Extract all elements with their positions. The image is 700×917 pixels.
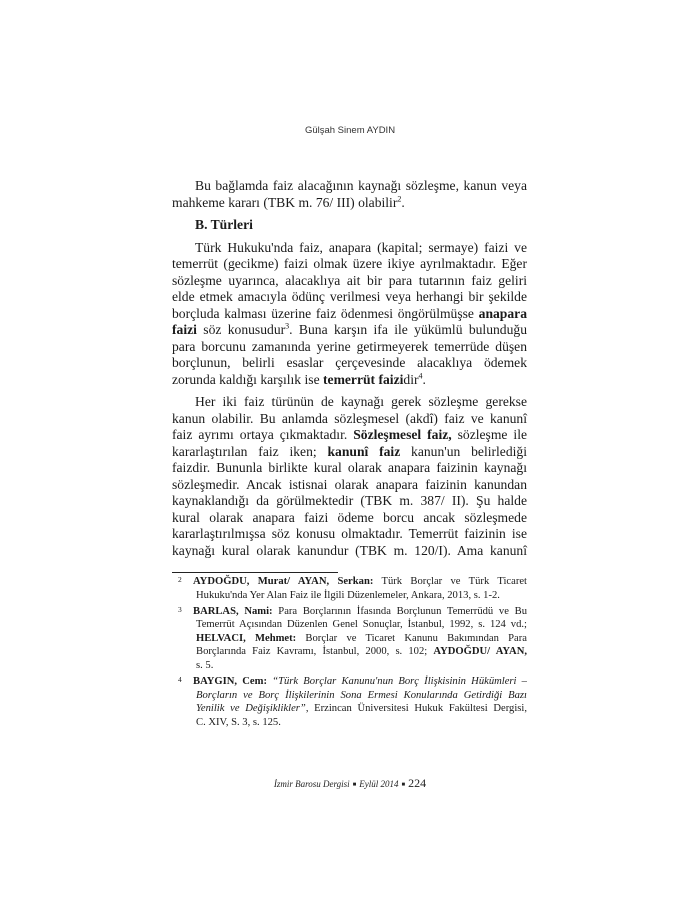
italic-text: Yenilik ve Değişiklikler” xyxy=(196,703,306,715)
bold-text: AYDOĞDU, Murat/ AYAN, Serkan: xyxy=(193,576,374,587)
footnote-number: 4 xyxy=(178,675,182,685)
paragraph xyxy=(172,178,527,211)
text-run: Her iki faiz türünün de kaynağı gerek sözleşme gerekse xyxy=(195,394,527,409)
text-line xyxy=(172,289,527,306)
text-run: Temerrüt Açısından Düzenlen Genel Sonuçlar, İstanbul, 1992, s. 124 vd.; xyxy=(196,619,527,631)
text-line xyxy=(172,178,527,195)
text-line xyxy=(193,632,527,646)
text-run: dir xyxy=(403,371,419,387)
footnote-ref: 3 xyxy=(285,321,290,331)
text-line xyxy=(193,575,527,589)
text-line xyxy=(193,659,527,673)
text-run: zorunda kaldığı karşılık ise xyxy=(172,371,324,387)
text-run: s. 5. xyxy=(196,660,214,672)
footnote xyxy=(172,575,527,602)
running-header: Gülşah Sinem AYDIN xyxy=(304,125,396,136)
text-run: sözleşme ile xyxy=(451,427,528,442)
text-run: kanun'un belirlediği xyxy=(400,443,527,459)
text-line xyxy=(193,675,527,689)
text-run: Borçlar ve Ticaret Kanunu Bakımından Para xyxy=(296,632,527,644)
text-run: borçluda kalması üzerine faiz ödenmesi öngörülmüşse xyxy=(172,305,479,321)
text-run: borçlunun, belirli esaslar çerçevesinde alacaklıya ödemek xyxy=(172,355,527,370)
footnote-ref: 2 xyxy=(397,193,402,203)
text-run: , Erzincan Üniversitesi Hukuk Fakültesi Dergisi, xyxy=(305,703,527,715)
italic-text: Borçların ve Borç İlişkilerinin Sona Ermesi Konularında Getirdiği Bazı xyxy=(196,689,527,701)
text-run: Bu bağlamda faiz alacağının kaynağı sözleşme, kanun veya xyxy=(195,178,527,193)
journal-name: İzmir Barosu Dergisi xyxy=(273,779,350,789)
page-number: 224 xyxy=(408,776,427,790)
text-run: sözleşme uyarınca, alacaklıya ait bir para tutarının faiz geliri xyxy=(172,272,527,288)
text-line xyxy=(172,240,527,257)
text-run: faiz ayrımı ortaya çıkmaktadır. xyxy=(172,427,354,442)
text-run: temerrüt (gecikme) faizi olmak üzere ikiye ayrılmaktadır. Eğer xyxy=(172,256,527,271)
bold-text: BAYGIN, Cem: xyxy=(193,676,267,688)
footnote-separator xyxy=(172,572,338,573)
text-line xyxy=(172,477,527,494)
text-line xyxy=(193,589,527,603)
bold-text: kanunî faiz xyxy=(327,443,401,459)
text-line xyxy=(172,427,527,444)
footnote-number: 3 xyxy=(178,604,182,614)
text-line xyxy=(172,394,527,411)
text-run: kararlaştırılan faiz iken; xyxy=(172,443,328,459)
text-run: söz konusudur xyxy=(196,322,286,337)
text-line xyxy=(193,702,527,716)
text-run: Para Borçlarının İfasında Borçlunun Temerrüdü ve Bu xyxy=(272,605,528,617)
text-line xyxy=(172,372,527,389)
text-run: kaynağı kural olarak kanundur (TBK m. 120/I). Ama kanunî xyxy=(172,542,527,558)
text-line xyxy=(172,273,527,290)
footnote xyxy=(172,605,527,673)
text-line xyxy=(172,195,527,212)
text-line xyxy=(193,645,527,659)
text-line xyxy=(172,339,527,356)
bold-text: AYDOĞDU/ AYAN, xyxy=(433,646,528,658)
text-run: C. XIV, S. 3, s. 125. xyxy=(196,716,281,728)
text-run: faizdir. Bununla birlikte kural olarak anapara faizinin kaynağı xyxy=(172,460,527,475)
text-run: Hukuku'nda Yer Alan Faiz ile İlgili Düzenlemeler, Ankara, 2013, s. 1-2. xyxy=(196,589,500,601)
text-line xyxy=(172,460,527,477)
section-heading: B. Türleri xyxy=(195,217,253,232)
text-line xyxy=(172,444,527,461)
footnote-ref: 4 xyxy=(418,370,423,380)
bold-text: Sözleşmesel faiz, xyxy=(353,427,452,442)
text-line xyxy=(193,618,527,632)
separator-icon: ■ xyxy=(352,782,357,788)
page-footer xyxy=(0,774,700,792)
text-line xyxy=(193,716,527,730)
text-line xyxy=(172,411,527,428)
text-run: elde etmek amacıyla ödünç verilmesi veya herhangi bir şekilde xyxy=(172,289,527,304)
italic-text: “Türk Borçlar Kanunu'nun Borç İlişkisinin Hükümleri – xyxy=(272,676,527,688)
text-run: Borçlarında Faiz Kavramı, İstanbul, 2000, s. 102; xyxy=(196,646,434,658)
text-line xyxy=(172,355,527,372)
text-line xyxy=(172,543,527,560)
bold-text: temerrüt faizi xyxy=(323,371,404,387)
body-text xyxy=(172,178,527,565)
text-run: . xyxy=(422,371,426,387)
text-line xyxy=(172,526,527,543)
issue-date: Eylül 2014 xyxy=(359,779,399,789)
text-line xyxy=(172,493,527,510)
bold-text: anapara xyxy=(478,305,527,321)
text-run: kararlaştırılmışsa söz konusu olmaktadır. Temerrüt faizinin ise xyxy=(172,526,527,541)
text-run: kaynaklandığı da görülmektedir (TBK m. 387/ II). Şu halde xyxy=(172,493,527,508)
bold-text: BARLAS, Nami: xyxy=(193,605,273,617)
text-run: Türk Borçlar ve Türk Ticaret xyxy=(373,576,527,587)
paragraph xyxy=(172,240,527,389)
text-run: kanun olabilir. Bu anlamda sözleşmesel (akdî) faiz ve kanunî xyxy=(172,410,527,426)
text-run: sözleşmedir. Ancak istisnai olarak anapara faizinin kanundan xyxy=(172,476,527,492)
footnote-number: 2 xyxy=(178,575,182,584)
text-run: . Buna karşın ifa ile yükümlü bulunduğu xyxy=(289,322,527,337)
text-run: . xyxy=(401,194,405,210)
footnote xyxy=(172,675,527,729)
text-line xyxy=(193,689,527,703)
text-line xyxy=(172,306,527,323)
text-run: Türk Hukuku'nda faiz, anapara (kapital; sermaye) faizi ve xyxy=(195,239,527,255)
text-run: para borcunu zamanında yerine getirmeyerek temerrüde düşen xyxy=(172,338,527,354)
text-line xyxy=(193,605,527,619)
text-run: kural olarak anapara faizi ödeme borcu ancak sözleşmede xyxy=(172,509,527,525)
text-line xyxy=(172,510,527,527)
bold-text: HELVACI, Mehmet: xyxy=(196,632,297,644)
paragraph xyxy=(172,394,527,559)
bold-text: faizi xyxy=(172,322,197,337)
separator-icon: ■ xyxy=(401,782,406,788)
text-run: mahkeme kararı (TBK m. 76/ III) olabilir xyxy=(172,194,398,210)
text-line xyxy=(172,322,527,339)
text-line xyxy=(172,256,527,273)
footnotes xyxy=(172,575,527,732)
